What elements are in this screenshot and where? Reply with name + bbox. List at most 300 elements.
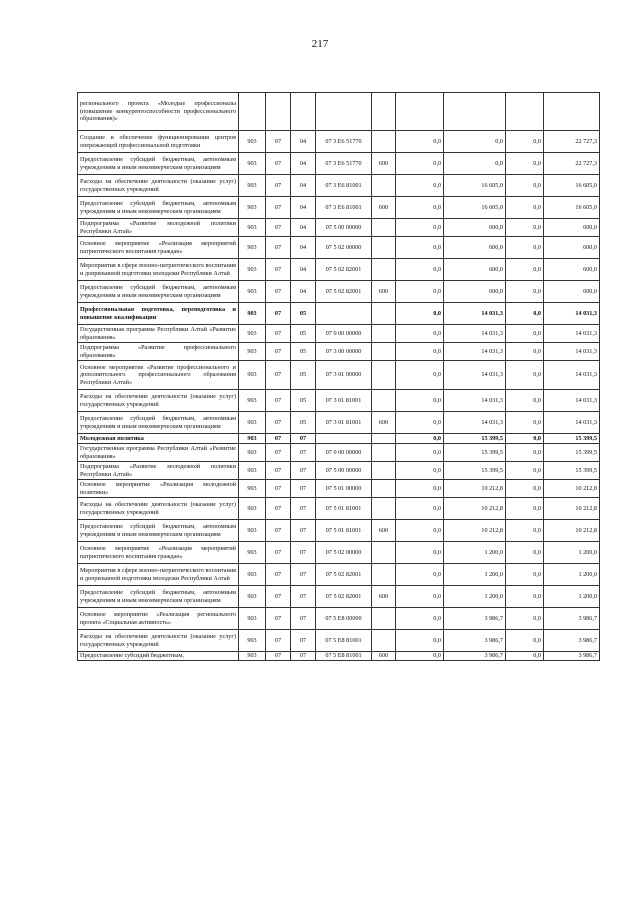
budget-table <box>77 92 600 661</box>
cell-amount-3: 0,0 <box>506 197 544 219</box>
cell-amount-total: 600,0 <box>544 237 600 259</box>
cell-subsection: 07 <box>291 444 316 462</box>
cell-section: 07 <box>266 390 291 412</box>
table-row <box>78 462 600 480</box>
row-name: Молодежная политика <box>78 434 239 444</box>
cell-subsection: 07 <box>291 652 316 661</box>
cell-target-article: 07 5 01 81001 <box>316 498 372 520</box>
cell-amount-total: 1 200,0 <box>544 542 600 564</box>
cell-amount-2: 1 200,0 <box>444 586 506 608</box>
cell-target-article: 07 5 00 00000 <box>316 219 372 237</box>
row-name: Расходы на обеспечение деятельности (оказание услуг) государственных учреждений <box>78 630 239 652</box>
cell-section: 07 <box>266 542 291 564</box>
cell-amount-1: 0,0 <box>396 480 444 498</box>
row-name: Основное мероприятие «Реализация мероприятий патриотического воспитания граждан» <box>78 542 239 564</box>
cell-amount-total: 22 727,3 <box>544 131 600 153</box>
cell-amount-total: 10 212,8 <box>544 520 600 542</box>
cell-amount-3: 0,0 <box>506 586 544 608</box>
cell-ministry-code: 903 <box>239 498 266 520</box>
cell-amount-total: 14 031,3 <box>544 303 600 325</box>
row-name: Мероприятия в сфере военно-патриотического воспитания и допризывной подготовки молодежи Республики Алтай <box>78 564 239 586</box>
cell-amount-3: 0,0 <box>506 444 544 462</box>
cell-amount-total: 3 986,7 <box>544 652 600 661</box>
cell-expense-type <box>372 361 396 390</box>
table-row <box>78 197 600 219</box>
cell-amount-1: 0,0 <box>396 131 444 153</box>
cell-ministry-code: 903 <box>239 520 266 542</box>
cell-amount-1: 0,0 <box>396 361 444 390</box>
cell-ministry-code: 903 <box>239 564 266 586</box>
cell-expense-type <box>372 608 396 630</box>
cell-subsection: 07 <box>291 498 316 520</box>
cell-section <box>266 93 291 131</box>
cell-section: 07 <box>266 153 291 175</box>
table-row <box>78 480 600 498</box>
cell-ministry-code: 903 <box>239 608 266 630</box>
cell-amount-1: 0,0 <box>396 237 444 259</box>
table-row <box>78 520 600 542</box>
cell-amount-2: 0,0 <box>444 131 506 153</box>
cell-amount-2: 14 031,3 <box>444 303 506 325</box>
cell-subsection: 04 <box>291 281 316 303</box>
cell-amount-1: 0,0 <box>396 303 444 325</box>
cell-amount-total: 10 212,8 <box>544 480 600 498</box>
cell-section: 07 <box>266 325 291 343</box>
table-row <box>78 434 600 444</box>
cell-amount-total <box>544 93 600 131</box>
cell-subsection: 07 <box>291 434 316 444</box>
table-row <box>78 412 600 434</box>
table-row <box>78 542 600 564</box>
cell-ministry-code: 903 <box>239 219 266 237</box>
cell-ministry-code: 903 <box>239 361 266 390</box>
cell-expense-type <box>372 498 396 520</box>
cell-subsection: 05 <box>291 303 316 325</box>
cell-subsection: 04 <box>291 175 316 197</box>
row-name: регионального проекта «Молодые профессионалы (повышение конкурентоспособности профессионального образования)» <box>78 93 239 131</box>
cell-amount-3: 0,0 <box>506 281 544 303</box>
cell-amount-total: 14 031,3 <box>544 343 600 361</box>
cell-amount-3: 0,0 <box>506 259 544 281</box>
cell-target-article: 07 5 02 82001 <box>316 281 372 303</box>
row-name: Предоставление субсидий бюджетным, автономным учреждениям и иным некоммерческим организациям <box>78 412 239 434</box>
table-row <box>78 343 600 361</box>
cell-amount-total: 15 399,5 <box>544 444 600 462</box>
cell-expense-type: 600 <box>372 281 396 303</box>
cell-amount-1: 0,0 <box>396 542 444 564</box>
cell-amount-3: 0,0 <box>506 520 544 542</box>
table-row <box>78 325 600 343</box>
cell-amount-total: 600,0 <box>544 219 600 237</box>
cell-amount-3: 0,0 <box>506 343 544 361</box>
cell-ministry-code: 903 <box>239 390 266 412</box>
cell-target-article: 07 3 01 81001 <box>316 412 372 434</box>
table-row <box>78 630 600 652</box>
cell-amount-2: 14 031,3 <box>444 325 506 343</box>
cell-amount-2: 10 212,8 <box>444 520 506 542</box>
cell-amount-3: 0,0 <box>506 237 544 259</box>
cell-section: 07 <box>266 520 291 542</box>
cell-section: 07 <box>266 219 291 237</box>
cell-amount-3: 0,0 <box>506 652 544 661</box>
cell-subsection: 04 <box>291 131 316 153</box>
table-row <box>78 219 600 237</box>
cell-amount-3: 0,0 <box>506 175 544 197</box>
cell-amount-2: 600,0 <box>444 237 506 259</box>
cell-subsection: 04 <box>291 153 316 175</box>
cell-target-article: 07 3 E6 81001 <box>316 197 372 219</box>
row-name: Профессиональная подготовка, переподготовка и повышение квалификации <box>78 303 239 325</box>
row-name: Основное мероприятие «Реализация молодежной политики» <box>78 480 239 498</box>
cell-ministry-code: 903 <box>239 303 266 325</box>
cell-subsection: 07 <box>291 480 316 498</box>
cell-ministry-code: 903 <box>239 586 266 608</box>
cell-amount-1: 0,0 <box>396 390 444 412</box>
row-name: Предоставление субсидий бюджетным, автономным учреждениям и иным некоммерческим организациям <box>78 281 239 303</box>
cell-amount-1: 0,0 <box>396 175 444 197</box>
cell-target-article: 07 5 02 00000 <box>316 542 372 564</box>
cell-subsection: 05 <box>291 361 316 390</box>
row-name: Подпрограмма «Развитие профессионального образования» <box>78 343 239 361</box>
cell-amount-total: 14 031,3 <box>544 325 600 343</box>
cell-amount-total: 10 212,8 <box>544 498 600 520</box>
cell-target-article: 07 3 00 00000 <box>316 343 372 361</box>
row-name: Предоставление субсидий бюджетным, автономным учреждениям и иным некоммерческим организациям <box>78 197 239 219</box>
cell-amount-2: 0,0 <box>444 153 506 175</box>
table-row <box>78 361 600 390</box>
cell-ministry-code: 903 <box>239 131 266 153</box>
cell-expense-type <box>372 630 396 652</box>
cell-ministry-code: 903 <box>239 325 266 343</box>
row-name: Предоставление субсидий бюджетным, автономным учреждениям и иным некоммерческим организациям <box>78 520 239 542</box>
cell-target-article: 07 3 01 81001 <box>316 390 372 412</box>
cell-target-article <box>316 434 372 444</box>
cell-subsection: 05 <box>291 390 316 412</box>
cell-amount-1: 0,0 <box>396 434 444 444</box>
table-row <box>78 652 600 661</box>
cell-target-article: 07 0 00 00000 <box>316 444 372 462</box>
cell-amount-2: 10 212,8 <box>444 480 506 498</box>
cell-amount-3: 0,0 <box>506 153 544 175</box>
cell-amount-1 <box>396 93 444 131</box>
cell-amount-total: 1 200,0 <box>544 586 600 608</box>
cell-target-article: 07 3 E6 81001 <box>316 175 372 197</box>
cell-ministry-code: 903 <box>239 412 266 434</box>
row-name: Предоставление субсидий бюджетным, <box>78 652 239 661</box>
cell-expense-type <box>372 303 396 325</box>
cell-target-article: 07 5 01 00000 <box>316 480 372 498</box>
cell-subsection: 07 <box>291 608 316 630</box>
cell-section: 07 <box>266 259 291 281</box>
cell-amount-total: 16 605,0 <box>544 175 600 197</box>
table-row <box>78 259 600 281</box>
cell-subsection: 07 <box>291 586 316 608</box>
cell-amount-2: 15 399,5 <box>444 444 506 462</box>
cell-ministry-code: 903 <box>239 542 266 564</box>
row-name: Государственная программа Республики Алтай «Развитие образования» <box>78 325 239 343</box>
cell-amount-2: 600,0 <box>444 281 506 303</box>
cell-expense-type <box>372 237 396 259</box>
cell-expense-type <box>372 325 396 343</box>
row-name: Предоставление субсидий бюджетным, автономным учреждениям и иным некоммерческим организациям <box>78 153 239 175</box>
table-row <box>78 175 600 197</box>
table-row <box>78 586 600 608</box>
cell-expense-type <box>372 131 396 153</box>
table-row <box>78 153 600 175</box>
cell-expense-type <box>372 444 396 462</box>
cell-section: 07 <box>266 361 291 390</box>
cell-amount-2: 16 605,0 <box>444 197 506 219</box>
cell-target-article: 07 5 02 82001 <box>316 259 372 281</box>
row-name: Основное мероприятие «Реализация регионального проекта «Социальная активность» <box>78 608 239 630</box>
cell-amount-1: 0,0 <box>396 586 444 608</box>
cell-amount-total: 22 727,3 <box>544 153 600 175</box>
cell-amount-2: 1 200,0 <box>444 564 506 586</box>
cell-amount-3: 0,0 <box>506 390 544 412</box>
cell-amount-1: 0,0 <box>396 630 444 652</box>
cell-ministry-code: 903 <box>239 444 266 462</box>
cell-amount-3: 0,0 <box>506 608 544 630</box>
cell-expense-type <box>372 390 396 412</box>
cell-subsection: 04 <box>291 259 316 281</box>
cell-expense-type <box>372 542 396 564</box>
cell-target-article: 07 5 01 81001 <box>316 520 372 542</box>
cell-section: 07 <box>266 237 291 259</box>
cell-expense-type: 600 <box>372 197 396 219</box>
cell-ministry-code: 903 <box>239 434 266 444</box>
cell-expense-type <box>372 343 396 361</box>
cell-amount-3: 0,0 <box>506 630 544 652</box>
row-name: Основное мероприятие «Реализация мероприятий патриотического воспитания граждан» <box>78 237 239 259</box>
cell-subsection: 05 <box>291 343 316 361</box>
cell-subsection: 05 <box>291 412 316 434</box>
cell-amount-2: 3 986,7 <box>444 652 506 661</box>
cell-amount-1: 0,0 <box>396 608 444 630</box>
cell-amount-1: 0,0 <box>396 520 444 542</box>
table-row <box>78 444 600 462</box>
cell-amount-1: 0,0 <box>396 259 444 281</box>
cell-section: 07 <box>266 462 291 480</box>
cell-subsection: 07 <box>291 520 316 542</box>
cell-section: 07 <box>266 197 291 219</box>
cell-amount-3: 0,0 <box>506 219 544 237</box>
cell-ministry-code: 903 <box>239 652 266 661</box>
cell-ministry-code <box>239 93 266 131</box>
cell-amount-2: 600,0 <box>444 259 506 281</box>
cell-target-article <box>316 303 372 325</box>
cell-amount-1: 0,0 <box>396 444 444 462</box>
cell-amount-total: 3 986,7 <box>544 630 600 652</box>
cell-ministry-code: 903 <box>239 175 266 197</box>
cell-amount-2: 14 031,3 <box>444 343 506 361</box>
cell-amount-total: 15 399,5 <box>544 434 600 444</box>
table-row <box>78 281 600 303</box>
cell-amount-total: 14 031,3 <box>544 412 600 434</box>
cell-expense-type <box>372 434 396 444</box>
cell-section: 07 <box>266 480 291 498</box>
cell-section: 07 <box>266 343 291 361</box>
cell-amount-3: 0,0 <box>506 325 544 343</box>
cell-amount-total: 15 399,5 <box>544 462 600 480</box>
cell-amount-1: 0,0 <box>396 564 444 586</box>
cell-expense-type: 600 <box>372 652 396 661</box>
cell-amount-2: 3 986,7 <box>444 630 506 652</box>
cell-section: 07 <box>266 434 291 444</box>
cell-expense-type: 600 <box>372 153 396 175</box>
cell-amount-total: 14 031,3 <box>544 390 600 412</box>
cell-amount-2: 16 605,0 <box>444 175 506 197</box>
cell-amount-2: 1 200,0 <box>444 542 506 564</box>
cell-amount-total: 3 986,7 <box>544 608 600 630</box>
cell-amount-1: 0,0 <box>396 281 444 303</box>
table-row <box>78 303 600 325</box>
cell-amount-1: 0,0 <box>396 462 444 480</box>
cell-amount-total: 600,0 <box>544 259 600 281</box>
cell-ministry-code: 903 <box>239 343 266 361</box>
cell-section: 07 <box>266 444 291 462</box>
cell-amount-2: 14 031,3 <box>444 361 506 390</box>
cell-amount-3: 0,0 <box>506 361 544 390</box>
cell-expense-type <box>372 564 396 586</box>
cell-expense-type: 600 <box>372 586 396 608</box>
cell-ministry-code: 903 <box>239 281 266 303</box>
cell-amount-3: 0,0 <box>506 480 544 498</box>
cell-section: 07 <box>266 412 291 434</box>
row-name: Расходы на обеспечение деятельности (оказание услуг) государственных учреждений <box>78 175 239 197</box>
budget-table-body <box>78 93 600 661</box>
cell-amount-3: 0,0 <box>506 303 544 325</box>
cell-section: 07 <box>266 303 291 325</box>
cell-section: 07 <box>266 608 291 630</box>
cell-subsection: 07 <box>291 542 316 564</box>
cell-section: 07 <box>266 131 291 153</box>
row-name: Подпрограмма «Развитие молодежной политики Республики Алтай» <box>78 462 239 480</box>
cell-section: 07 <box>266 586 291 608</box>
table-row <box>78 390 600 412</box>
table-row <box>78 498 600 520</box>
cell-amount-1: 0,0 <box>396 652 444 661</box>
cell-amount-total: 16 605,0 <box>544 197 600 219</box>
cell-ministry-code: 903 <box>239 197 266 219</box>
cell-amount-3: 0,0 <box>506 542 544 564</box>
cell-section: 07 <box>266 498 291 520</box>
cell-section: 07 <box>266 652 291 661</box>
table-row <box>78 564 600 586</box>
cell-amount-2: 14 031,3 <box>444 412 506 434</box>
cell-target-article: 07 5 02 82001 <box>316 564 372 586</box>
cell-amount-3 <box>506 93 544 131</box>
cell-ministry-code: 903 <box>239 259 266 281</box>
cell-amount-3: 0,0 <box>506 462 544 480</box>
cell-subsection: 04 <box>291 219 316 237</box>
row-name: Предоставление субсидий бюджетным, автономным учреждениям и иным некоммерческим организациям <box>78 586 239 608</box>
cell-amount-total: 600,0 <box>544 281 600 303</box>
page-number: 217 <box>311 38 329 50</box>
cell-target-article: 07 3 E6 51770 <box>316 131 372 153</box>
cell-amount-3: 0,0 <box>506 131 544 153</box>
row-name: Создание и обеспечение функционирования центров опережающей профессиональной подготовки <box>78 131 239 153</box>
cell-ministry-code: 903 <box>239 480 266 498</box>
cell-amount-3: 0,0 <box>506 564 544 586</box>
cell-target-article: 07 5 02 82001 <box>316 586 372 608</box>
cell-amount-3: 0,0 <box>506 412 544 434</box>
cell-target-article: 07 5 00 00000 <box>316 462 372 480</box>
cell-amount-total: 14 031,3 <box>544 361 600 390</box>
cell-amount-total: 1 200,0 <box>544 564 600 586</box>
cell-amount-3: 0,0 <box>506 434 544 444</box>
cell-amount-1: 0,0 <box>396 325 444 343</box>
cell-subsection: 04 <box>291 197 316 219</box>
cell-expense-type <box>372 259 396 281</box>
cell-section: 07 <box>266 564 291 586</box>
row-name: Подпрограмма «Развитие молодежной политики Республики Алтай» <box>78 219 239 237</box>
cell-target-article: 07 5 02 00000 <box>316 237 372 259</box>
cell-target-article <box>316 93 372 131</box>
cell-target-article: 07 0 00 00000 <box>316 325 372 343</box>
cell-amount-1: 0,0 <box>396 219 444 237</box>
row-name: Государственная программа Республики Алтай «Развитие образования» <box>78 444 239 462</box>
table-row <box>78 131 600 153</box>
cell-amount-2: 14 031,3 <box>444 390 506 412</box>
row-name: Основное мероприятие «Развитие профессионального и дополнительного профессионального образования Республики Алтай» <box>78 361 239 390</box>
cell-expense-type <box>372 93 396 131</box>
cell-target-article: 07 5 E8 81001 <box>316 652 372 661</box>
row-name: Мероприятия в сфере военно-патриотического воспитания и допризывной подготовки молодежи Республики Алтай <box>78 259 239 281</box>
cell-target-article: 07 3 E6 51770 <box>316 153 372 175</box>
cell-expense-type: 600 <box>372 520 396 542</box>
cell-subsection: 04 <box>291 237 316 259</box>
cell-section: 07 <box>266 175 291 197</box>
cell-amount-1: 0,0 <box>396 343 444 361</box>
cell-amount-2 <box>444 93 506 131</box>
cell-subsection: 05 <box>291 325 316 343</box>
cell-subsection <box>291 93 316 131</box>
cell-amount-1: 0,0 <box>396 412 444 434</box>
cell-section: 07 <box>266 281 291 303</box>
row-name: Расходы на обеспечение деятельности (оказание услуг) государственных учреждений <box>78 498 239 520</box>
cell-ministry-code: 903 <box>239 462 266 480</box>
cell-amount-1: 0,0 <box>396 153 444 175</box>
cell-subsection: 07 <box>291 462 316 480</box>
cell-expense-type <box>372 462 396 480</box>
cell-ministry-code: 903 <box>239 630 266 652</box>
row-name: Расходы на обеспечение деятельности (оказание услуг) государственных учреждений <box>78 390 239 412</box>
cell-ministry-code: 903 <box>239 237 266 259</box>
cell-target-article: 07 5 E8 00000 <box>316 608 372 630</box>
cell-amount-3: 0,0 <box>506 498 544 520</box>
cell-expense-type: 600 <box>372 412 396 434</box>
table-row <box>78 93 600 131</box>
cell-target-article: 07 5 E8 81001 <box>316 630 372 652</box>
cell-amount-2: 600,0 <box>444 219 506 237</box>
cell-amount-2: 10 212,8 <box>444 498 506 520</box>
cell-target-article: 07 3 01 00000 <box>316 361 372 390</box>
table-row <box>78 608 600 630</box>
cell-expense-type <box>372 480 396 498</box>
cell-section: 07 <box>266 630 291 652</box>
cell-ministry-code: 903 <box>239 153 266 175</box>
cell-amount-1: 0,0 <box>396 498 444 520</box>
cell-expense-type <box>372 175 396 197</box>
cell-subsection: 07 <box>291 630 316 652</box>
cell-expense-type <box>372 219 396 237</box>
cell-amount-2: 15 399,5 <box>444 434 506 444</box>
cell-amount-2: 3 986,7 <box>444 608 506 630</box>
table-row <box>78 237 600 259</box>
cell-subsection: 07 <box>291 564 316 586</box>
cell-amount-2: 15 399,5 <box>444 462 506 480</box>
cell-amount-1: 0,0 <box>396 197 444 219</box>
